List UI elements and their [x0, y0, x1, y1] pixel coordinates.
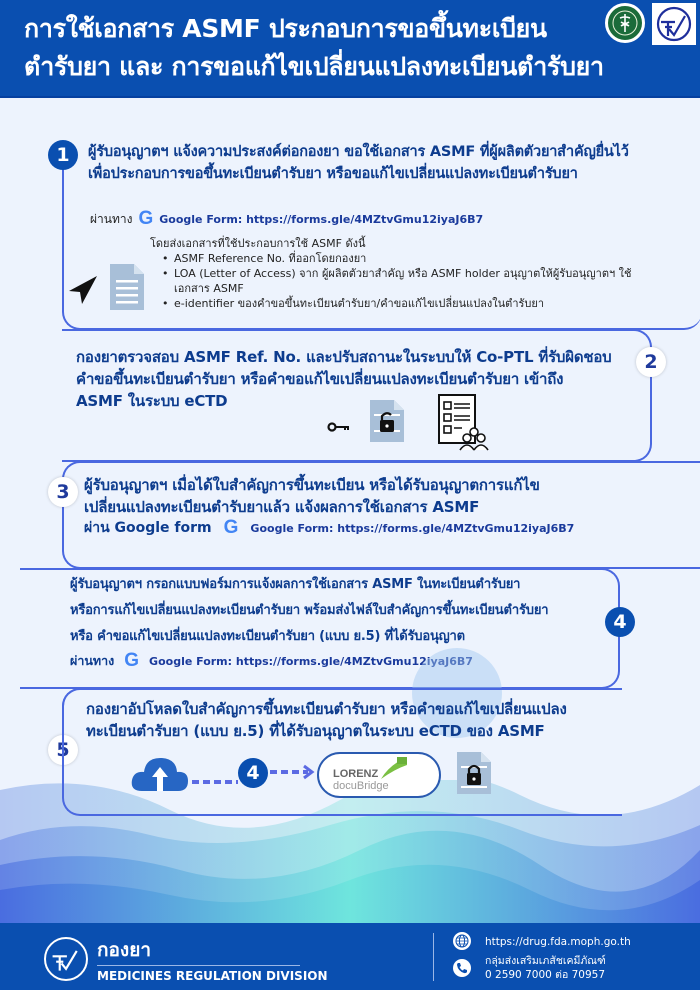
phone-icon [453, 959, 471, 977]
google-form-link[interactable]: Google Form: https://forms.gle/4MZtvGmu12iyaJ6B7 [159, 212, 484, 226]
document-icon [110, 264, 144, 314]
step-4-text: ผู้รับอนุญาตฯ กรอกแบบฟอร์มการแจ้งผลการใช้เอกสาร ASMF ในทะเบียนตำรับยา หรือการแก้ไขเปลี่ยนแปลงทะเบียนตำรับยา พร้อมส่งไฟล์ใบสำคัญการขึ้นทะเบียนตำรับยา หรือ คำขอแก้ไขเปลี่ยนแปลงทะเบียนตำรับยา (แบบ ย.5) ที่ได้รับอนุญาต [70, 577, 549, 644]
step-4-badge: 4 [605, 607, 635, 637]
doc-item: • ASMF Reference No. ที่ออกโดยกองยา [162, 251, 632, 266]
title-line-1: การใช้เอกสาร ASMF ประกอบการขอขึ้นทะเบียน [24, 14, 547, 43]
contact-phone: 0 2590 7000 ต่อ 70957 [485, 969, 606, 981]
step-5-badge: 5 [48, 735, 78, 765]
contact-group: กลุ่มส่งเสริมเภสัชเคมีภัณฑ์ [485, 955, 606, 967]
google-icon: G [223, 517, 239, 538]
google-icon: G [124, 650, 140, 671]
flow-step-4-badge: 4 [238, 758, 268, 788]
step-1-badge: 1 [48, 140, 78, 170]
unlocked-document-icon [370, 400, 404, 446]
fda-check-icon [49, 942, 83, 976]
footer-vertical-separator [433, 933, 434, 981]
google-form-link[interactable]: Google Form: https://forms.gle/4MZtvGmu12iyaJ6B7 [149, 654, 473, 668]
dashed-arrow-right [270, 764, 316, 784]
step-2-badge: 2 [636, 347, 666, 377]
header-banner [0, 0, 700, 98]
org-name: กองยา [97, 939, 151, 961]
step-3-badge: 3 [48, 477, 78, 507]
fda-footer-logo [44, 937, 88, 981]
step-2-text: กองยาตรวจสอบ ASMF Ref. No. และปรับสถานะในระบบให้ Co-PTL ที่รับผิดชอบ คำขอขึ้นทะเบียนตำรับยา หรือคำขอแก้ไขเปลี่ยนแปลงทะเบียนตำรับยา เข้าถึง ASMF ในระบบ eCTD [76, 348, 612, 410]
key-icon [327, 418, 351, 437]
send-icon [66, 273, 100, 311]
org-english-name: MEDICINES REGULATION DIVISION [97, 969, 328, 983]
page-title [24, 10, 604, 86]
footer-divider-line [97, 965, 300, 966]
fda-logo [652, 3, 696, 45]
step-1-via: ผ่านทาง G Google Form: https://forms.gle/4MZtvGmu12iyaJ6B7 [90, 208, 484, 229]
step-5-text: กองยาอัปโหลดใบสำคัญการขึ้นทะเบียนตำรับยา หรือคำขอแก้ไขเปลี่ยนแปลง ทะเบียนตำรับยา (แบบ ย.5) ที่ได้รับอนุญาตในระบบ eCTD ของ ASMF [86, 700, 567, 740]
step-4-via: ผ่านทาง G Google Form: https://forms.gle/4MZtvGmu12iyaJ6B7 [70, 650, 473, 671]
checklist-team-icon [438, 394, 496, 456]
doc-item: • LOA (Letter of Access) จาก ผู้ผลิตตัวยาสำคัญ หรือ ASMF holder อนุญาตให้ผู้รับอนุญาตฯ ใช้ เอกสาร ASMF [162, 266, 632, 296]
docubridge-leaf-icon [381, 757, 407, 779]
title-line-2: ตำรับยา และ การขอแก้ไขเปลี่ยนแปลงทะเบียนตำรับยา [24, 52, 604, 81]
lorenz-docubridge-logo: LORENZ docuBridge [317, 752, 441, 798]
moph-logo [605, 3, 645, 43]
footer [0, 923, 700, 990]
caduceus-icon [612, 10, 638, 36]
required-docs-list: โดยส่งเอกสารที่ใช้ประกอบการใช้ ASMF ดังนี้ • ASMF Reference No. ที่ออกโดยกองยา • LOA (Letter of Access) จาก ผู้ผลิตตัวยาสำคัญ หรือ ASMF holder อนุญาตให้ผู้รับอนุญาตฯ ใช้ เอกสาร ASMF • e-identifier ของคำขอขึ้นทะเบียนตำรับยา/คำขอแก้ไขเปลี่ยนแปลงในตำรับยา [150, 236, 632, 311]
globe-icon [453, 932, 471, 950]
step-1-text: ผู้รับอนุญาตฯ แจ้งความประสงค์ต่อกองยา ขอใช้เอกสาร ASMF ที่ผู้ผลิตตัวยาสำคัญยื่นไว้ เพื่อประกอบการขอขึ้นทะเบียนตำรับยา หรือขอแก้ไขเปลี่ยนแปลงทะเบียนตำรับยา [88, 144, 629, 182]
google-form-link[interactable]: Google Form: https://forms.gle/4MZtvGmu12iyaJ6B7 [250, 521, 575, 535]
step-3-text: ผู้รับอนุญาตฯ เมื่อได้ใบสำคัญการขึ้นทะเบียน หรือได้รับอนุญาตการแก้ไข เปลี่ยนแปลงทะเบียนตำรับยาแล้ว แจ้งผลการใช้เอกสาร ASMF [84, 476, 540, 516]
locked-document-icon [457, 752, 491, 798]
cloud-upload-icon [130, 753, 190, 797]
step-3-via: ผ่าน Google form G Google Form: https://forms.gle/4MZtvGmu12iyaJ6B7 [84, 517, 575, 538]
fda-check-icon [655, 5, 693, 43]
doc-item: • e-identifier ของคำขอขึ้นทะเบียนตำรับยา/คำขอแก้ไขเปลี่ยนแปลงในตำรับยา [162, 296, 632, 311]
website-link[interactable]: https://drug.fda.moph.go.th [485, 936, 631, 948]
google-icon: G [138, 208, 154, 229]
dashed-connector-left [192, 770, 238, 789]
